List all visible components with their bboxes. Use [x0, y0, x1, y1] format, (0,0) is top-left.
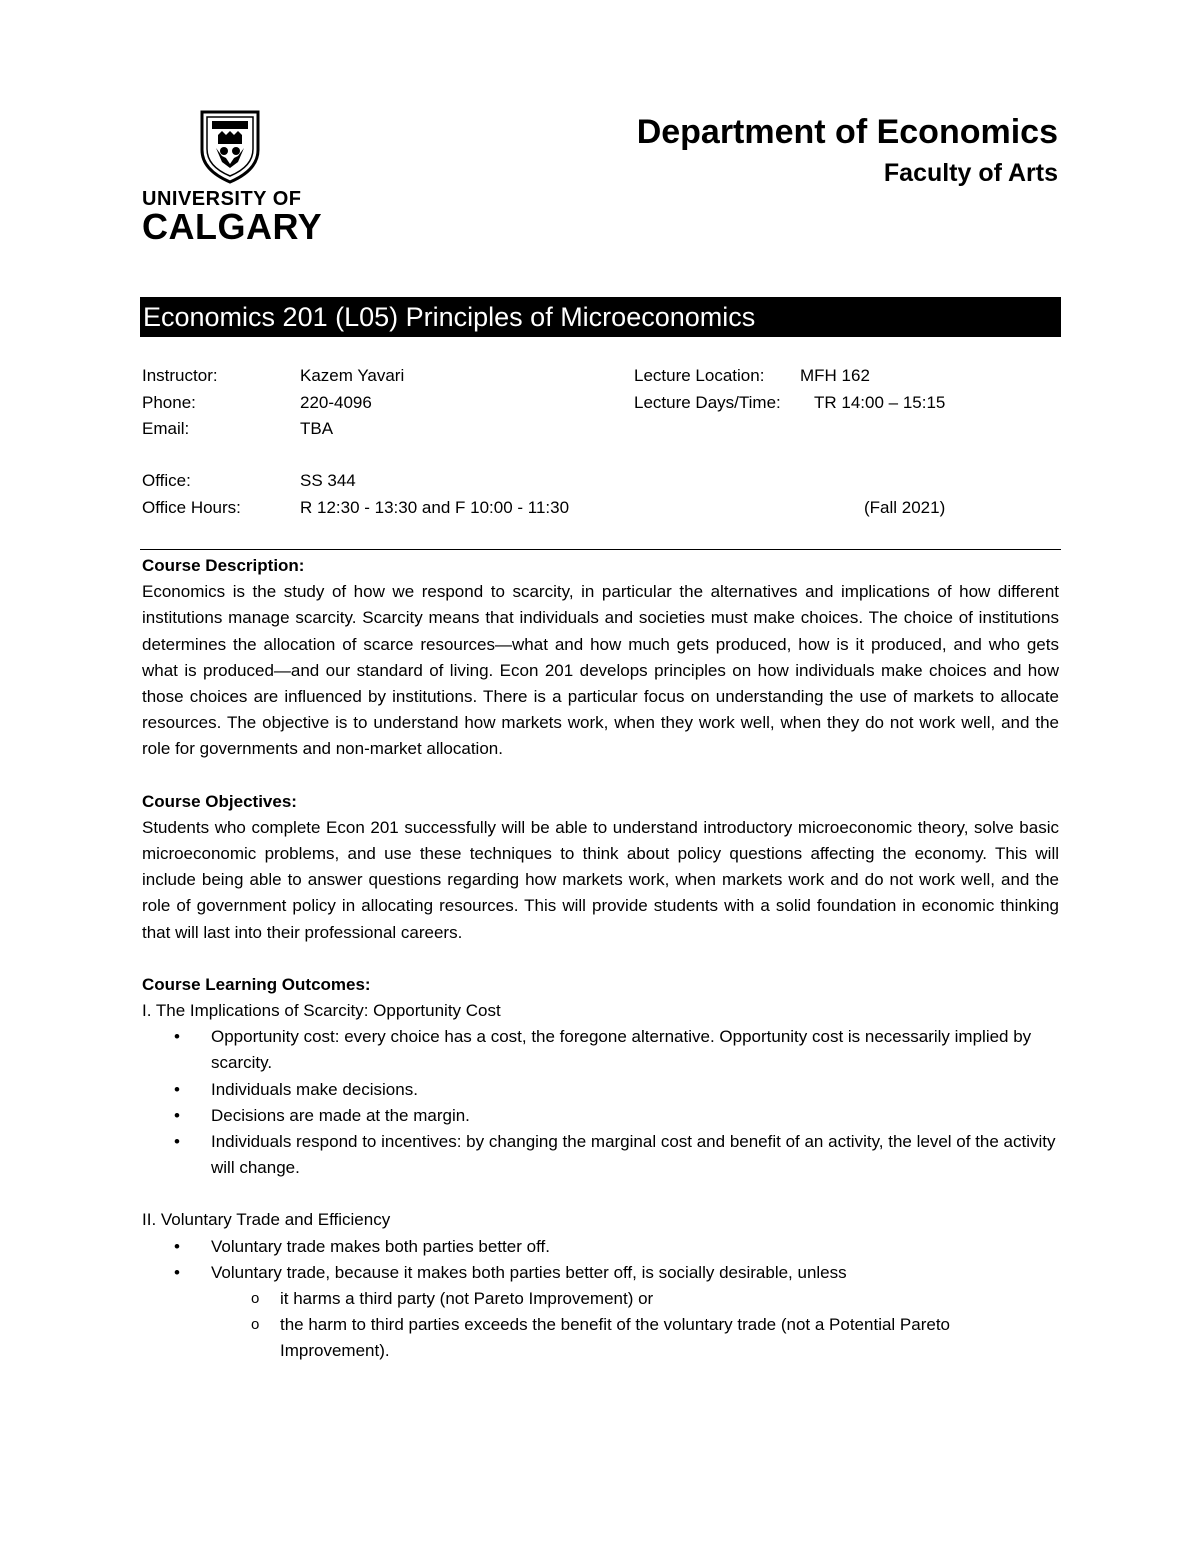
divider: [140, 549, 1061, 550]
email-value: TBA: [300, 419, 334, 438]
list-item: • Decisions are made at the margin.: [142, 1103, 1059, 1129]
list-item: • Individuals respond to incentives: by changing the marginal cost and benefit of an activity, the level of the activity will change.: [142, 1129, 1059, 1181]
location-value: MFH 162: [800, 366, 870, 385]
phone-label: Phone:: [142, 393, 196, 412]
location-label: Lecture Location:: [634, 366, 765, 385]
faculty-name: Faculty of Arts: [883, 159, 1058, 187]
list-item: • Voluntary trade, because it makes both parties better off, is socially desirable, unless: [142, 1260, 1059, 1286]
office-label: Office:: [142, 471, 191, 490]
instructor-value: Kazem Yavari: [300, 366, 405, 385]
section-2-list: [142, 1234, 1059, 1286]
outcomes-heading: Course Learning Outcomes:: [142, 974, 371, 994]
objectives-text: Students who complete Econ 201 successfully will be able to understand introductory microeconomic theory, solve basic microeconomic problems, and use these techniques to think about policy questions affecting the economy. This will include being able to answer questions regarding how markets work, when markets work and do not work well, and the role of government policy in allocating resources. This will provide students with a solid foundation in economic thinking that will last into their professional careers.: [142, 817, 1059, 942]
office-hours-label: Office Hours:: [142, 498, 241, 517]
instructor-label: Instructor:: [142, 366, 218, 385]
department-name: Department of Economics: [636, 113, 1058, 151]
description-heading: Course Description:: [142, 556, 305, 575]
phone-value: 220-4096: [300, 393, 372, 412]
course-title: Economics 201 (L05) Principles of Microeconomics: [140, 297, 1061, 337]
days-label: Lecture Days/Time:: [634, 393, 781, 412]
section-2-title: II. Voluntary Trade and Efficiency: [142, 1210, 391, 1230]
section-1-list: [142, 1024, 1059, 1181]
email-label: Email:: [142, 419, 190, 438]
office-value: SS 344: [300, 471, 356, 490]
objectives-heading: Course Objectives:: [142, 791, 297, 811]
university-logo: [142, 108, 323, 247]
syllabus-body: [142, 553, 1059, 1365]
description-text: Economics is the study of how we respond to scarcity, in particular the alternatives and implications of how different institutions manage scarcity. Scarcity means that individuals and societies must make choices. The choice of institutions determines the allocation of scarce resources—what and how much gets produced, how is it produced, and who gets what is produced—and our standard of living. Econ 201 develops principles on how individuals make choices and how those choices are influenced by institutions. There is a particular focus on understanding the use of markets to allocate resources. The objective is to understand how markets work, when they work well, when they do not work well, and the role for governments and non-market allocation.: [142, 582, 1059, 759]
logo-line-2: CALGARY: [142, 206, 323, 247]
department-header: [637, 112, 1058, 188]
list-item: • Voluntary trade makes both parties better off.: [142, 1234, 1059, 1260]
sub-list-item: o the harm to third parties exceeds the benefit of the voluntary trade (not a Potential Pareto Improvement).: [142, 1312, 1059, 1364]
list-item: • Individuals make decisions.: [142, 1077, 1059, 1103]
crest-icon: [198, 108, 262, 184]
section-1-title: I. The Implications of Scarcity: Opportunity Cost: [142, 1001, 501, 1021]
sub-list-item: o it harms a third party (not Pareto Improvement) or: [142, 1286, 1059, 1312]
logo-line-1: UNIVERSITY OF: [142, 188, 302, 210]
days-value: TR 14:00 – 15:15: [814, 393, 946, 412]
list-item: • Opportunity cost: every choice has a cost, the foregone alternative. Opportunity cost is necessarily implied by scarcity.: [142, 1024, 1059, 1076]
section-2-sublist: [142, 1286, 1059, 1365]
office-hours-value: R 12:30 - 13:30 and F 10:00 - 11:30: [300, 498, 570, 517]
term-label: (Fall 2021): [864, 498, 946, 517]
